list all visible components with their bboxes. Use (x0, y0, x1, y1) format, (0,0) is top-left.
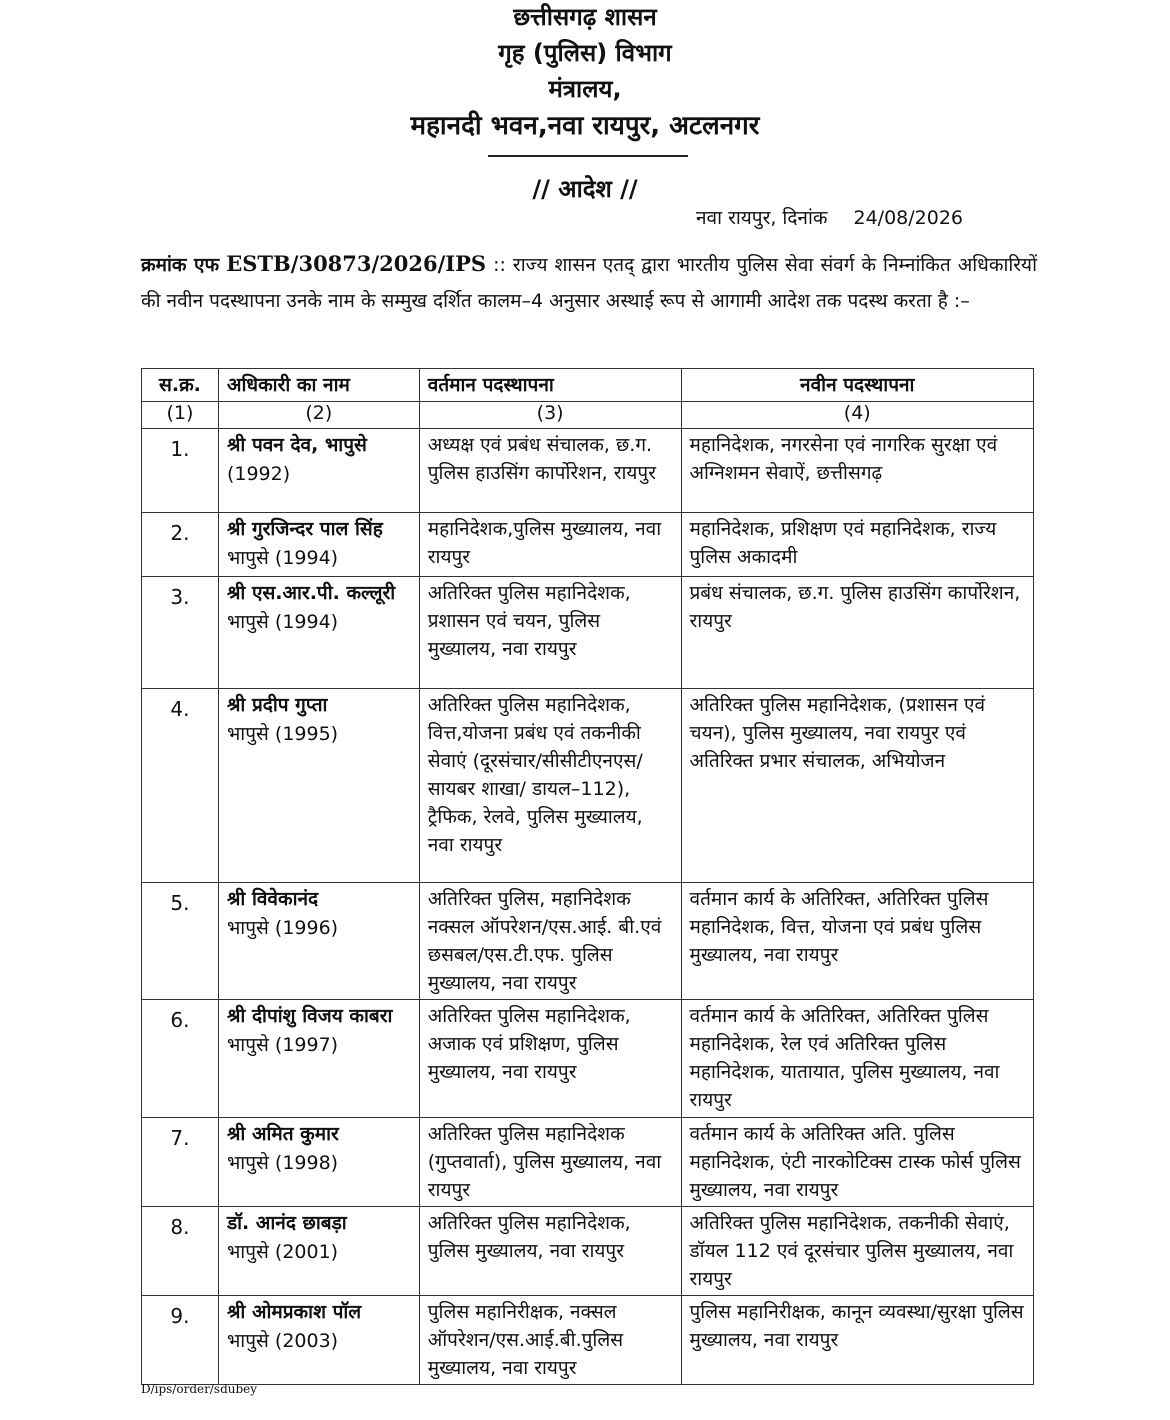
table-row (142, 513, 1034, 577)
current-posting: अतिरिक्त पुलिस महानिदेशक, अजाक एवं प्रशिक्षण, पुलिस मुख्यालय, नवा रायपुर (419, 1000, 681, 1118)
table-header-row (142, 369, 1034, 402)
order-intro (141, 246, 1037, 319)
current-posting: पुलिस महानिरीक्षक, नक्सल ऑपरेशन/एस.आई.बी.पुलिस मुख्यालय, नवा रायपुर (419, 1296, 681, 1385)
header-serial: स.क्र. (142, 369, 219, 402)
officer-batch: भापुसे (1994) (226, 611, 339, 633)
serial-number: 2. (142, 513, 219, 577)
table-row (142, 1296, 1034, 1385)
header-new-posting: नवीन पदस्थापना (681, 369, 1034, 402)
officer-cell (218, 883, 419, 1000)
officer-cell (218, 1296, 419, 1385)
new-posting: पुलिस महानिरीक्षक, कानून व्यवस्था/सुरक्षा पुलिस मुख्यालय, नवा रायपुर (681, 1296, 1034, 1385)
officer-name: श्री प्रदीप गुप्ता (226, 694, 328, 716)
officer-cell (218, 577, 419, 689)
officer-cell (218, 1207, 419, 1296)
govt-title: छत्तीसगढ़ शासन (513, 3, 657, 31)
current-posting: अतिरिक्त पुलिस महानिदेशक, पुलिस मुख्यालय, नवा रायपुर (419, 1207, 681, 1296)
address-title: महानदी भवन,नवा रायपुर, अटलनगर (410, 111, 760, 141)
table-row (142, 429, 1034, 513)
new-posting: अतिरिक्त पुलिस महानिदेशक, (प्रशासन एवं चयन), पुलिस मुख्यालय, नवा रायपुर एवं अतिरिक्त प्रभार संचालक, अभियोजन (681, 689, 1034, 883)
current-posting: अतिरिक्त पुलिस महानिदेशक, वित्त,योजना प्रबंध एवं तकनीकी सेवाएं (दूरसंचार/सीसीटीएनएस/ सायबर शाखा/ डायल–112), ट्रैफिक, रेलवे, पुलिस मुख्यालय, नवा रायपुर (419, 689, 681, 883)
officer-name: श्री पवन देव, भापुसे (226, 434, 367, 456)
serial-number: 8. (142, 1207, 219, 1296)
new-posting: वर्तमान कार्य के अतिरिक्त, अतिरिक्त पुलिस महानिदेशक, रेल एवं अतिरिक्त पुलिस महानिदेशक, यातायात, पुलिस मुख्यालय, नवा रायपुर (681, 1000, 1034, 1118)
officer-name: डॉ. आनंद छाबड़ा (226, 1212, 347, 1234)
new-posting: महानिदेशक, नगरसेना एवं नागरिक सुरक्षा एवं अग्निशमन सेवाऐं, छत्तीसगढ़ (681, 429, 1034, 513)
officer-name: श्री विवेकानंद (226, 888, 319, 910)
serial-number: 3. (142, 577, 219, 689)
new-posting: अतिरिक्त पुलिस महानिदेशक, तकनीकी सेवाएं, डॉयल 112 एवं दूरसंचार पुलिस मुख्यालय, नवा रायपुर (681, 1207, 1034, 1296)
officer-cell (218, 1118, 419, 1207)
dateline-place: नवा रायपुर, दिनांक (696, 207, 828, 229)
table-row (142, 1207, 1034, 1296)
order-date: 24/08/2026 (853, 207, 964, 229)
current-posting: अतिरिक्त पुलिस, महानिदेशक नक्सल ऑपरेशन/एस.आई. बी.एवं छसबल/एस.टी.एफ. पुलिस मुख्यालय, नवा रायपुर (419, 883, 681, 1000)
department-title: गृह (पुलिस) विभाग (498, 39, 672, 67)
header-current-posting: वर्तमान पदस्थापना (419, 369, 681, 402)
current-posting: अध्यक्ष एवं प्रबंध संचालक, छ.ग. पुलिस हाउसिंग कार्पोरेशन, रायपुर (419, 429, 681, 513)
new-posting: महानिदेशक, प्रशिक्षण एवं महानिदेशक, राज्य पुलिस अकादमी (681, 513, 1034, 577)
current-posting: अतिरिक्त पुलिस महानिदेशक, प्रशासन एवं चयन, पुलिस मुख्यालय, नवा रायपुर (419, 577, 681, 689)
column-number: (2) (218, 402, 419, 429)
ref-number: ESTB/30873/2026/IPS (226, 251, 487, 276)
officer-batch: भापुसे (1996) (226, 917, 339, 939)
serial-number: 1. (142, 429, 219, 513)
table-row (142, 883, 1034, 1000)
header-officer-name: अधिकारी का नाम (218, 369, 419, 402)
intro-text: :: राज्य शासन एतद् द्वारा भारतीय पुलिस सेवा संवर्ग के निम्नांकित अधिकारियों की नवीन पदस्थापना उनके नाम के सम्मुख दर्शित कालम–4 अनुसार अस्थाई रूप से आगामी आदेश तक पदस्थ करता है :– (141, 254, 1037, 312)
officer-name: श्री ओमप्रकाश पॉल (226, 1301, 362, 1323)
dateline (696, 204, 963, 230)
serial-number: 7. (142, 1118, 219, 1207)
officer-batch: (1992) (226, 463, 291, 485)
officer-cell (218, 1000, 419, 1118)
officer-cell (218, 513, 419, 577)
table-row (142, 1000, 1034, 1118)
officer-name: श्री एस.आर.पी. कल्लूरी (226, 582, 396, 604)
officer-batch: भापुसे (1997) (226, 1034, 339, 1056)
table-row (142, 689, 1034, 883)
header-divider (488, 155, 688, 157)
officer-name: श्री दीपांशु विजय काबरा (226, 1005, 393, 1027)
serial-number: 4. (142, 689, 219, 883)
officer-batch: भापुसे (1998) (226, 1152, 339, 1174)
serial-number: 6. (142, 1000, 219, 1118)
new-posting: वर्तमान कार्य के अतिरिक्त अति. पुलिस महानिदेशक, एंटी नारकोटिक्स टास्क फोर्स पुलिस मुख्यालय, नवा रायपुर (681, 1118, 1034, 1207)
officer-cell (218, 429, 419, 513)
file-reference: D/ips/order/sdubey (141, 1382, 258, 1396)
column-number: (4) (681, 402, 1034, 429)
officer-batch: भापुसे (1995) (226, 723, 339, 745)
table-row (142, 1118, 1034, 1207)
new-posting: प्रबंध संचालक, छ.ग. पुलिस हाउसिंग कार्पोरेशन, रायपुर (681, 577, 1034, 689)
serial-number: 5. (142, 883, 219, 1000)
officer-batch: भापुसे (2001) (226, 1241, 339, 1263)
column-number: (3) (419, 402, 681, 429)
ministry-title: मंत्रालय, (548, 75, 622, 103)
serial-number: 9. (142, 1296, 219, 1385)
posting-table (141, 368, 1034, 1385)
current-posting: महानिदेशक,पुलिस मुख्यालय, नवा रायपुर (419, 513, 681, 577)
order-title: // आदेश // (532, 175, 638, 203)
officer-cell (218, 689, 419, 883)
officer-name: श्री अमित कुमार (226, 1123, 339, 1145)
ref-label: क्रमांक एफ (141, 254, 220, 276)
table-row (142, 577, 1034, 689)
column-number: (1) (142, 402, 219, 429)
officer-name: श्री गुरजिन्दर पाल सिंह (226, 518, 383, 540)
column-number-row (142, 402, 1034, 429)
current-posting: अतिरिक्त पुलिस महानिदेशक (गुप्तवार्ता), पुलिस मुख्यालय, नवा रायपुर (419, 1118, 681, 1207)
officer-batch: भापुसे (1994) (226, 547, 339, 569)
new-posting: वर्तमान कार्य के अतिरिक्त, अतिरिक्त पुलिस महानिदेशक, वित्त, योजना एवं प्रबंध पुलिस मुख्यालय, नवा रायपुर (681, 883, 1034, 1000)
officer-batch: भापुसे (2003) (226, 1330, 339, 1352)
